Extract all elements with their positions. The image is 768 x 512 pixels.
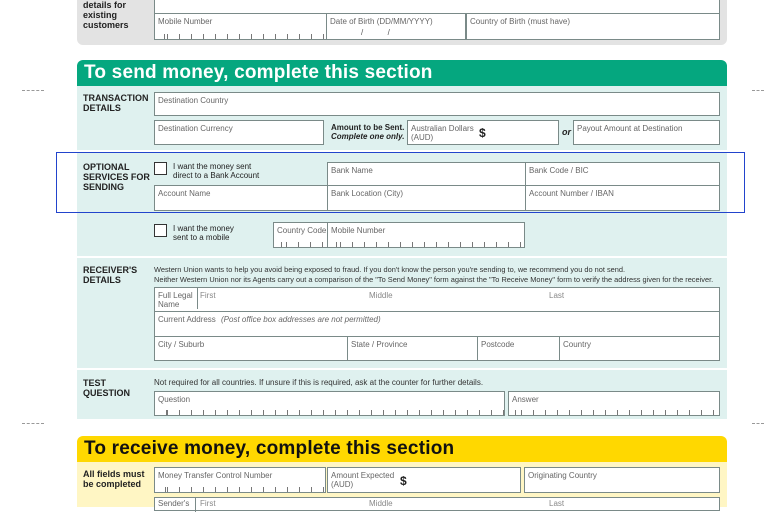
margin-dash <box>752 90 764 91</box>
country-code-label: Country Code <box>277 226 327 235</box>
po-box-note: (Post office box addresses are not permitted) <box>221 315 381 324</box>
country-label: Country <box>563 340 592 349</box>
question-label: Question <box>158 395 191 404</box>
existing-mobile-label: Mobile Number <box>158 17 213 26</box>
test-question-label: TEST QUESTION <box>83 378 131 398</box>
senders-first-label: First <box>200 499 216 508</box>
existing-mobile-field[interactable] <box>154 13 327 40</box>
last-name-label: Last <box>549 291 565 300</box>
aud-label-1: Australian Dollars <box>411 124 474 133</box>
existing-top-row <box>154 0 720 14</box>
amount-sent-line1: Amount to be Sent. <box>331 123 405 132</box>
all-fields-label: All fields must be completed <box>83 469 145 489</box>
middle-name-label: Middle <box>369 291 393 300</box>
aud-amount-field[interactable] <box>407 120 559 145</box>
answer-field[interactable] <box>508 391 720 416</box>
fraud-notice-1: Western Union wants to help you avoid being exposed to fraud. If you don't know the person you're sending to, we recommend you do not send. <box>154 265 626 274</box>
account-name-label: Account Name <box>158 189 211 198</box>
city-label: City / Suburb <box>158 340 205 349</box>
destination-currency-field[interactable] <box>154 120 324 145</box>
country-of-birth-field[interactable] <box>466 13 720 40</box>
margin-dash <box>22 423 44 424</box>
amount-expected-line1: Amount Expected <box>331 471 395 480</box>
amount-expected-field[interactable] <box>327 467 521 493</box>
senders-label: Sender's <box>158 499 190 508</box>
send-banner-title: To send money, complete this section <box>84 62 433 83</box>
state-label: State / Province <box>351 340 408 349</box>
senders-divider <box>195 498 196 512</box>
mobile-number-field[interactable] <box>327 222 525 248</box>
mtcn-label: Money Transfer Control Number <box>158 471 273 480</box>
country-of-birth-label: Country of Birth (must have) <box>470 17 571 26</box>
highlight-box <box>56 152 745 213</box>
question-field[interactable] <box>154 391 505 416</box>
senders-last-label: Last <box>549 499 565 508</box>
state-field[interactable] <box>347 336 478 361</box>
amount-expected-label <box>331 471 394 489</box>
send-divider-3 <box>77 368 727 370</box>
dob-field[interactable] <box>326 13 466 40</box>
mobile-checkbox[interactable] <box>154 224 167 237</box>
bank-location-label: Bank Location (City) <box>331 189 404 198</box>
or-label: or <box>562 127 571 137</box>
bank-name-label: Bank Name <box>331 166 373 175</box>
destination-country-field[interactable] <box>154 92 720 116</box>
fraud-notice <box>154 265 724 284</box>
test-question-note: Not required for all countries. If unsure if this is required, ask at the counter for further details. <box>154 378 484 387</box>
dob-separators: / / <box>361 28 390 37</box>
full-legal-name-field[interactable] <box>154 287 720 312</box>
margin-dash <box>22 90 44 91</box>
postcode-field[interactable] <box>477 336 560 361</box>
originating-country-field[interactable] <box>524 467 720 493</box>
senders-middle-label: Middle <box>369 499 393 508</box>
fraud-notice-2: Neither Western Union nor its Agents carry out a comparison of the "To Send Money" form against the "To Receive Money" form to verify the address given for the receiver. <box>154 274 714 284</box>
first-name-label: First <box>200 291 216 300</box>
existing-customers-label <box>83 0 153 30</box>
payout-amount-label: Payout Amount at Destination <box>577 124 683 133</box>
receive-dollar-sign: $ <box>400 474 407 488</box>
existing-customers-label-text: details for existing customers <box>83 0 129 30</box>
account-number-label: Account Number / IBAN <box>529 189 614 198</box>
current-address-field[interactable] <box>154 311 720 337</box>
mtcn-field[interactable] <box>154 467 326 493</box>
receive-banner-title: To receive money, complete this section <box>84 438 455 459</box>
bank-code-label: Bank Code / BIC <box>529 166 589 175</box>
city-field[interactable] <box>154 336 348 361</box>
mobile-checkbox-line1: I want the money <box>173 224 234 233</box>
transaction-details-label: TRANSACTION DETAILS <box>83 93 149 113</box>
aud-label-2: (AUD) <box>411 133 434 142</box>
country-field[interactable] <box>559 336 720 361</box>
amount-sent-note <box>331 123 405 141</box>
dollar-sign: $ <box>479 126 486 140</box>
current-address-label: Current Address <box>158 315 216 324</box>
bank-checkbox-line2: direct to a Bank Account <box>173 171 260 180</box>
amount-expected-line2: (AUD) <box>331 480 354 489</box>
mobile-number-label: Mobile Number <box>331 226 386 235</box>
mobile-checkbox-label <box>173 224 234 242</box>
full-legal-name-label: Full Legal Name <box>158 288 198 309</box>
country-code-field[interactable] <box>273 222 328 248</box>
postcode-label: Postcode <box>481 340 515 349</box>
amount-sent-line2: Complete one only. <box>331 132 405 141</box>
dob-label: Date of Birth (DD/MM/YYYY) <box>330 17 433 26</box>
payout-amount-field[interactable] <box>573 120 720 145</box>
senders-name-field[interactable] <box>154 497 720 511</box>
bank-checkbox-line1: I want the money sent <box>173 162 252 171</box>
mobile-checkbox-line2: sent to a mobile <box>173 233 230 242</box>
margin-dash <box>752 423 764 424</box>
destination-currency-label: Destination Currency <box>158 124 233 133</box>
destination-country-label: Destination Country <box>158 96 229 105</box>
send-divider-2 <box>77 256 727 258</box>
originating-country-label: Originating Country <box>528 471 597 480</box>
answer-label: Answer <box>512 395 539 404</box>
receivers-details-label: RECEIVER'S DETAILS <box>83 265 138 285</box>
optional-services-label: OPTIONAL SERVICES FOR SENDING <box>83 162 150 192</box>
aud-label <box>411 124 474 142</box>
